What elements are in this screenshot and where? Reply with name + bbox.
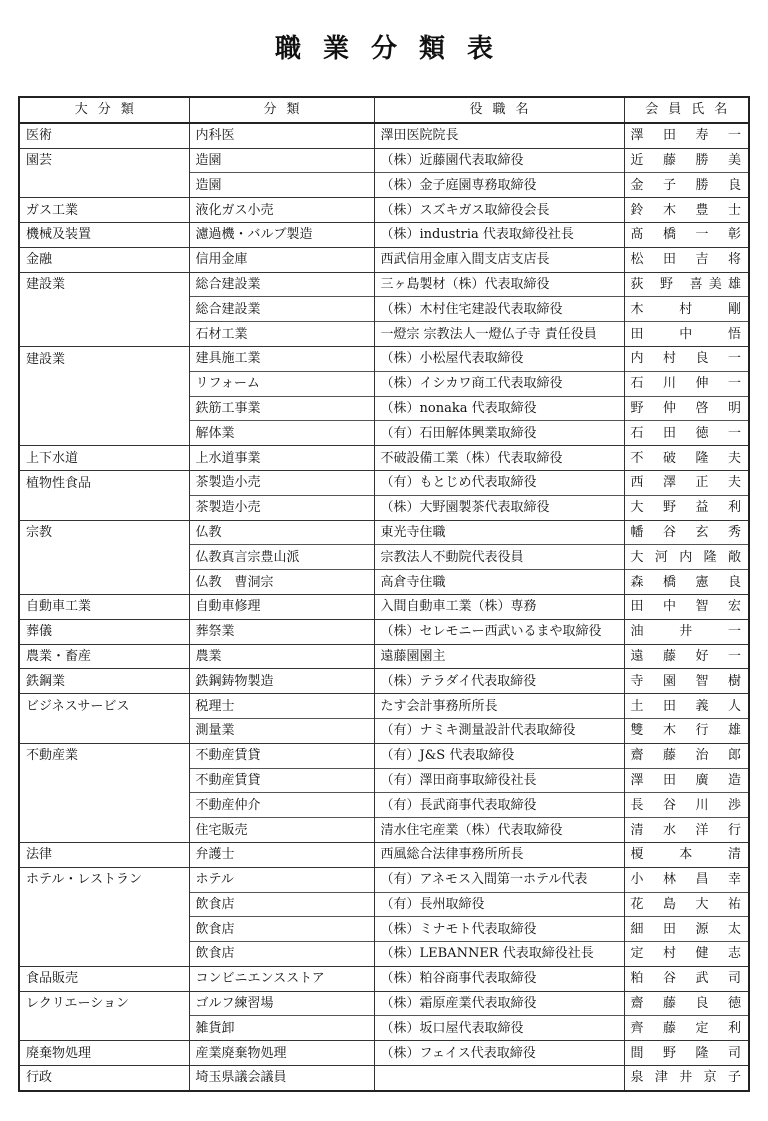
table-row [19, 520, 749, 545]
cell-minor-category: 埼玉県議会議員 [189, 1066, 374, 1091]
table-row [19, 570, 749, 595]
cell-position: 東光寺住職 [374, 520, 624, 545]
cell-member-name: 田 中 智 宏 [624, 594, 749, 619]
table-row [19, 743, 749, 768]
cell-major-category: ビジネスサービス [19, 694, 189, 719]
cell-member-name: 木 村 剛 [624, 297, 749, 322]
cell-position: （有）長州取締役 [374, 892, 624, 917]
header-position: 役職名 [374, 97, 624, 123]
cell-position: （株）坂口屋代表取締役 [374, 1016, 624, 1041]
table-row [19, 694, 749, 719]
table-row [19, 222, 749, 247]
cell-member-name: 西 澤 正 夫 [624, 470, 749, 495]
cell-major-category [19, 570, 189, 595]
cell-member-name: 榎 本 清 [624, 842, 749, 867]
cell-member-name: 土 田 義 人 [624, 694, 749, 719]
table-row [19, 718, 749, 743]
cell-minor-category: 液化ガス小売 [189, 198, 374, 223]
cell-position: （株）近藤園代表取締役 [374, 148, 624, 173]
cell-major-category [19, 421, 189, 446]
cell-minor-category: 税理士 [189, 694, 374, 719]
cell-minor-category: 解体業 [189, 421, 374, 446]
cell-minor-category: 農業 [189, 644, 374, 669]
cell-major-category: 建設業 [19, 346, 189, 371]
cell-minor-category: 信用金庫 [189, 247, 374, 272]
cell-position: （株）粕谷商事代表取締役 [374, 966, 624, 991]
table-row [19, 1041, 749, 1066]
cell-position: 西武信用金庫入間支店支店長 [374, 247, 624, 272]
cell-member-name: 荻 野 喜美雄 [624, 272, 749, 297]
cell-minor-category: 総合建設業 [189, 297, 374, 322]
cell-position: （株）金子庭園専務取締役 [374, 173, 624, 198]
table-row [19, 322, 749, 347]
cell-major-category: 金融 [19, 247, 189, 272]
cell-member-name: 齋 藤 良 徳 [624, 991, 749, 1016]
table-row [19, 818, 749, 843]
cell-major-category [19, 917, 189, 942]
cell-member-name: 森 橋 憲 良 [624, 570, 749, 595]
cell-member-name: 田 中 悟 [624, 322, 749, 347]
table-row [19, 148, 749, 173]
cell-minor-category: 石材工業 [189, 322, 374, 347]
cell-minor-category: 飲食店 [189, 942, 374, 967]
cell-member-name: 齋 藤 治 郎 [624, 743, 749, 768]
cell-minor-category: 茶製造小売 [189, 495, 374, 520]
cell-member-name: 定 村 健 志 [624, 942, 749, 967]
table-row [19, 297, 749, 322]
cell-position: （株）大野園製茶代表取締役 [374, 495, 624, 520]
cell-minor-category: 不動産賃貸 [189, 768, 374, 793]
cell-minor-category: 飲食店 [189, 917, 374, 942]
cell-minor-category: 自動車修理 [189, 594, 374, 619]
cell-major-category [19, 173, 189, 198]
cell-position: （有）ナミキ測量設計代表取締役 [374, 718, 624, 743]
cell-position: （有）長武商事代表取締役 [374, 793, 624, 818]
cell-member-name: 大 野 益 利 [624, 495, 749, 520]
cell-major-category [19, 495, 189, 520]
cell-member-name: 泉 津 井 京 子 [624, 1066, 749, 1091]
table-row [19, 495, 749, 520]
header-minor: 分類 [189, 97, 374, 123]
table-row [19, 421, 749, 446]
table-row [19, 867, 749, 892]
cell-major-category: 廃棄物処理 [19, 1041, 189, 1066]
cell-member-name: 不 破 隆 夫 [624, 446, 749, 471]
cell-minor-category: 雑貨卸 [189, 1016, 374, 1041]
cell-member-name: 齊 藤 定 利 [624, 1016, 749, 1041]
cell-position: （有）石田解体興業取締役 [374, 421, 624, 446]
cell-major-category [19, 545, 189, 570]
cell-minor-category: 鉄筋工事業 [189, 396, 374, 421]
cell-major-category: 不動産業 [19, 743, 189, 768]
cell-position: （株）スズキガス取締役会長 [374, 198, 624, 223]
cell-major-category [19, 396, 189, 421]
cell-member-name: 金 子 勝 良 [624, 173, 749, 198]
cell-position: （株）nonaka 代表取締役 [374, 396, 624, 421]
cell-minor-category: コンビニエンスストア [189, 966, 374, 991]
cell-minor-category: 総合建設業 [189, 272, 374, 297]
cell-major-category: ホテル・レストラン [19, 867, 189, 892]
cell-minor-category: 内科医 [189, 123, 374, 148]
table-row [19, 470, 749, 495]
cell-major-category: 宗教 [19, 520, 189, 545]
cell-position: （株）LEBANNER 代表取締役社長 [374, 942, 624, 967]
cell-position: （株）industria 代表取締役社長 [374, 222, 624, 247]
table-row [19, 768, 749, 793]
cell-member-name: 間 野 隆 司 [624, 1041, 749, 1066]
cell-major-category [19, 1016, 189, 1041]
cell-major-category: 食品販売 [19, 966, 189, 991]
cell-position: （株）ミナモト代表取締役 [374, 917, 624, 942]
cell-position: 不破設備工業（株）代表取締役 [374, 446, 624, 471]
cell-minor-category: 葬祭業 [189, 619, 374, 644]
cell-minor-category: 建具施工業 [189, 346, 374, 371]
cell-major-category [19, 793, 189, 818]
cell-minor-category: 茶製造小売 [189, 470, 374, 495]
cell-position: （有）J&S 代表取締役 [374, 743, 624, 768]
header-major: 大分類 [19, 97, 189, 123]
table-row [19, 917, 749, 942]
table-row [19, 942, 749, 967]
cell-member-name: 小 林 昌 幸 [624, 867, 749, 892]
page-title: 職業分類表 [274, 34, 515, 64]
cell-member-name: 石 田 徳 一 [624, 421, 749, 446]
table-row [19, 247, 749, 272]
cell-minor-category: 産業廃棄物処理 [189, 1041, 374, 1066]
cell-major-category: 医術 [19, 123, 189, 148]
cell-member-name: 髙 橋 一 彰 [624, 222, 749, 247]
cell-member-name: 遠 藤 好 一 [624, 644, 749, 669]
cell-member-name: 雙 木 行 雄 [624, 718, 749, 743]
cell-position: （株）セレモニー西武いるまや取締役 [374, 619, 624, 644]
table-row [19, 669, 749, 694]
table-row [19, 793, 749, 818]
cell-member-name: 内 村 良 一 [624, 346, 749, 371]
table-row [19, 396, 749, 421]
cell-minor-category: 弁護士 [189, 842, 374, 867]
cell-major-category: 建設業 [19, 272, 189, 297]
cell-major-category [19, 297, 189, 322]
table-row [19, 842, 749, 867]
table-row [19, 545, 749, 570]
cell-minor-category: 濾過機・バルブ製造 [189, 222, 374, 247]
cell-position: （有）アネモス入間第一ホテル代表 [374, 867, 624, 892]
cell-position: 高倉寺住職 [374, 570, 624, 595]
cell-minor-category: ホテル [189, 867, 374, 892]
cell-position: （株）イシカワ商工代表取締役 [374, 371, 624, 396]
cell-minor-category: 鉄鋼鋳物製造 [189, 669, 374, 694]
header-row [19, 97, 749, 123]
table-row [19, 966, 749, 991]
cell-major-category [19, 818, 189, 843]
cell-member-name: 清 水 洋 行 [624, 818, 749, 843]
cell-minor-category: 測量業 [189, 718, 374, 743]
cell-member-name: 粕 谷 武 司 [624, 966, 749, 991]
cell-minor-category: 上水道事業 [189, 446, 374, 471]
cell-minor-category: ゴルフ練習場 [189, 991, 374, 1016]
cell-minor-category: 不動産賃貸 [189, 743, 374, 768]
cell-major-category: レクリエーション [19, 991, 189, 1016]
cell-position: 遠藤園園主 [374, 644, 624, 669]
cell-major-category: 葬儀 [19, 619, 189, 644]
cell-major-category [19, 892, 189, 917]
cell-major-category: 上下水道 [19, 446, 189, 471]
cell-position: （株）木村住宅建設代表取締役 [374, 297, 624, 322]
table-row [19, 892, 749, 917]
cell-position: （株）霜原産業代表取締役 [374, 991, 624, 1016]
cell-member-name: 細 田 源 太 [624, 917, 749, 942]
cell-member-name: 近 藤 勝 美 [624, 148, 749, 173]
cell-member-name: 油 井 一 [624, 619, 749, 644]
cell-position: 西風総合法律事務所所長 [374, 842, 624, 867]
header-name: 会員氏名 [624, 97, 749, 123]
table-row [19, 123, 749, 148]
cell-major-category [19, 768, 189, 793]
cell-member-name: 鈴 木 豊 士 [624, 198, 749, 223]
cell-member-name: 幡 谷 玄 秀 [624, 520, 749, 545]
cell-member-name: 澤 田 廣 造 [624, 768, 749, 793]
table-body [19, 123, 749, 1091]
cell-major-category: ガス工業 [19, 198, 189, 223]
cell-major-category: 園芸 [19, 148, 189, 173]
cell-member-name: 澤 田 寿 一 [624, 123, 749, 148]
cell-member-name: 石 川 伸 一 [624, 371, 749, 396]
cell-position: 入間自動車工業（株）専務 [374, 594, 624, 619]
cell-position: （有）澤田商事取締役社長 [374, 768, 624, 793]
cell-major-category [19, 322, 189, 347]
table-row [19, 346, 749, 371]
cell-major-category: 農業・畜産 [19, 644, 189, 669]
table-row [19, 446, 749, 471]
cell-minor-category: 飲食店 [189, 892, 374, 917]
cell-minor-category: リフォーム [189, 371, 374, 396]
cell-member-name: 松 田 吉 将 [624, 247, 749, 272]
cell-position: 三ヶ島製材（株）代表取締役 [374, 272, 624, 297]
table-row [19, 198, 749, 223]
cell-position: （株）テラダイ代表取締役 [374, 669, 624, 694]
cell-position: 澤田医院院長 [374, 123, 624, 148]
cell-minor-category: 住宅販売 [189, 818, 374, 843]
cell-major-category: 自動車工業 [19, 594, 189, 619]
cell-major-category: 機械及装置 [19, 222, 189, 247]
cell-minor-category: 不動産仲介 [189, 793, 374, 818]
cell-member-name: 花 島 大 祐 [624, 892, 749, 917]
cell-major-category [19, 371, 189, 396]
table-row [19, 644, 749, 669]
cell-position: 宗教法人不動院代表役員 [374, 545, 624, 570]
cell-position: たす会計事務所所長 [374, 694, 624, 719]
cell-member-name: 寺 園 智 樹 [624, 669, 749, 694]
cell-position: （株）小松屋代表取締役 [374, 346, 624, 371]
table-row [19, 272, 749, 297]
cell-position: 清水住宅産業（株）代表取締役 [374, 818, 624, 843]
cell-member-name: 長 谷 川 渉 [624, 793, 749, 818]
table-row [19, 371, 749, 396]
cell-major-category: 行政 [19, 1066, 189, 1091]
cell-member-name: 大 河 内 隆 敞 [624, 545, 749, 570]
table-row [19, 173, 749, 198]
table-row [19, 991, 749, 1016]
cell-minor-category: 仏教 曹洞宗 [189, 570, 374, 595]
cell-major-category: 鉄鋼業 [19, 669, 189, 694]
cell-position [374, 1066, 624, 1091]
table-row [19, 619, 749, 644]
cell-major-category: 植物性食品 [19, 470, 189, 495]
cell-major-category: 法律 [19, 842, 189, 867]
cell-position: （有）もとじめ代表取締役 [374, 470, 624, 495]
cell-minor-category: 仏教 [189, 520, 374, 545]
cell-position: 一燈宗 宗教法人一燈仏子寺 責任役員 [374, 322, 624, 347]
cell-minor-category: 造園 [189, 173, 374, 198]
cell-major-category [19, 718, 189, 743]
cell-major-category [19, 942, 189, 967]
table-row [19, 1016, 749, 1041]
table-row [19, 1066, 749, 1091]
cell-minor-category: 造園 [189, 148, 374, 173]
table-row [19, 594, 749, 619]
cell-position: （株）フェイス代表取締役 [374, 1041, 624, 1066]
cell-member-name: 野 仲 啓 明 [624, 396, 749, 421]
cell-minor-category: 仏教真言宗豊山派 [189, 545, 374, 570]
occupation-table [18, 96, 750, 1092]
